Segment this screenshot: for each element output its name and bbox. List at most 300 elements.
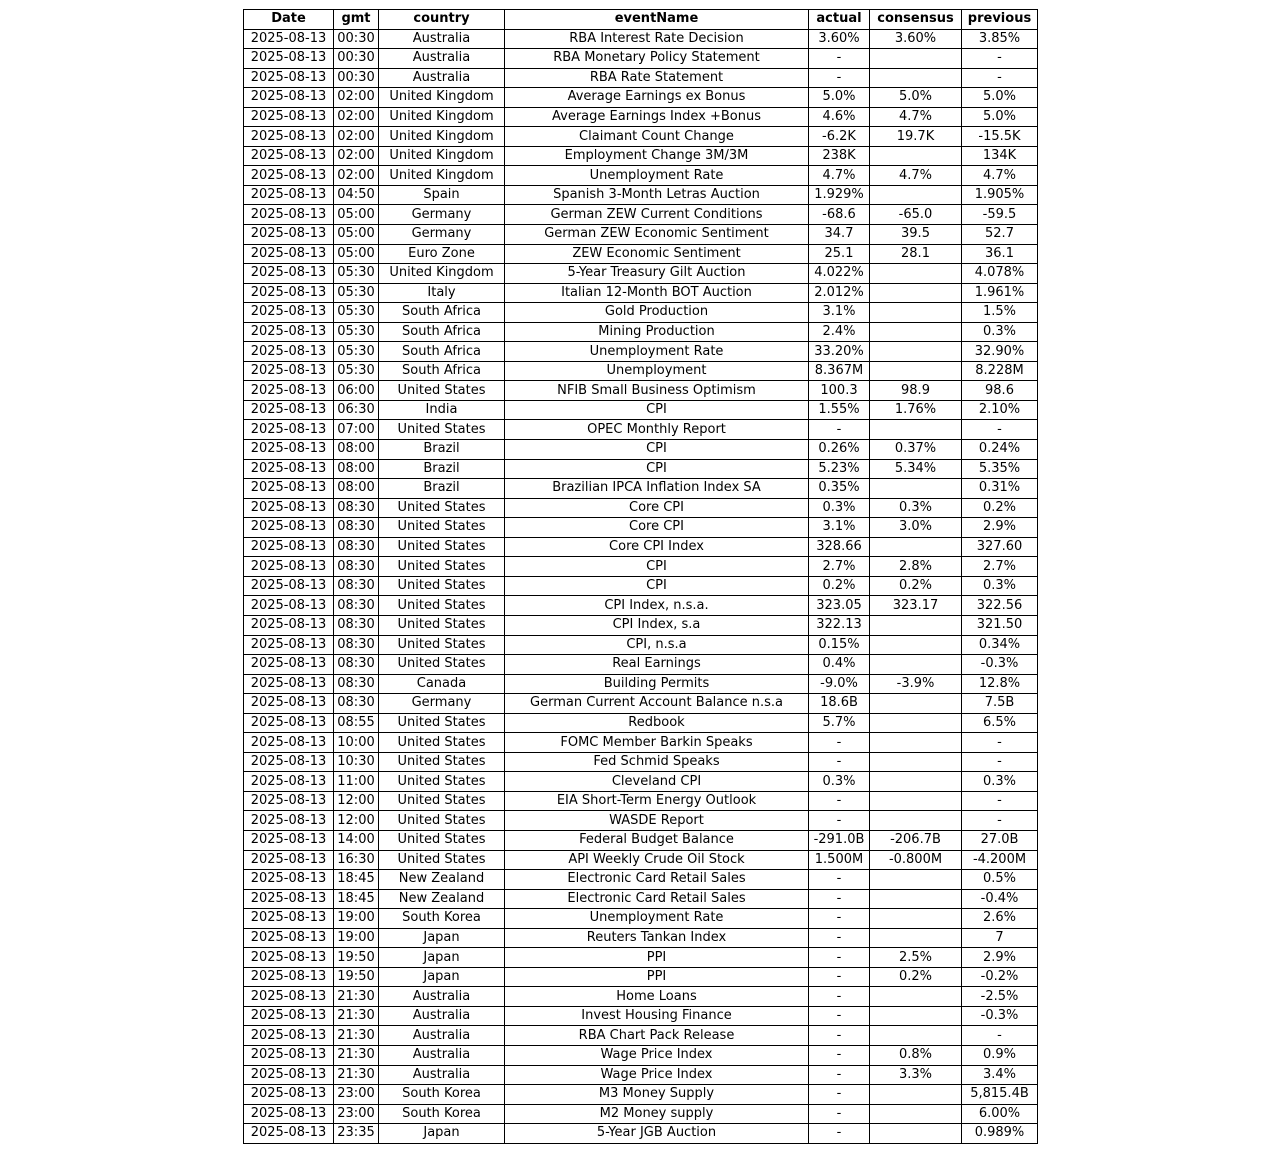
cell-consensus <box>870 1124 962 1144</box>
cell-previous: 0.3% <box>962 772 1038 792</box>
cell-consensus <box>870 264 962 284</box>
cell-consensus: 4.7% <box>870 166 962 186</box>
table-row <box>244 655 1038 675</box>
header-row <box>244 10 1038 30</box>
cell-event-name: Invest Housing Finance <box>505 1006 809 1026</box>
cell-previous: -0.2% <box>962 967 1038 987</box>
cell-previous: 0.5% <box>962 870 1038 890</box>
cell-gmt: 05:00 <box>334 225 379 245</box>
cell-event-name: RBA Interest Rate Decision <box>505 29 809 49</box>
cell-gmt: 16:30 <box>334 850 379 870</box>
cell-actual: - <box>809 1085 870 1105</box>
cell-gmt: 08:30 <box>334 557 379 577</box>
cell-consensus <box>870 772 962 792</box>
cell-previous: 327.60 <box>962 537 1038 557</box>
cell-date: 2025-08-13 <box>244 967 334 987</box>
table-row <box>244 264 1038 284</box>
cell-gmt: 10:00 <box>334 733 379 753</box>
cell-previous: 322.56 <box>962 596 1038 616</box>
table-row <box>244 322 1038 342</box>
cell-consensus: 98.9 <box>870 381 962 401</box>
cell-consensus <box>870 987 962 1007</box>
cell-date: 2025-08-13 <box>244 283 334 303</box>
cell-event-name: Mining Production <box>505 322 809 342</box>
cell-country: New Zealand <box>379 889 505 909</box>
cell-country: Australia <box>379 987 505 1007</box>
cell-event-name: Gold Production <box>505 303 809 323</box>
table-row <box>244 107 1038 127</box>
cell-actual: 5.0% <box>809 88 870 108</box>
economic-calendar-table <box>243 9 1038 1144</box>
cell-gmt: 12:00 <box>334 791 379 811</box>
cell-gmt: 05:00 <box>334 244 379 264</box>
cell-consensus <box>870 870 962 890</box>
cell-date: 2025-08-13 <box>244 576 334 596</box>
cell-date: 2025-08-13 <box>244 557 334 577</box>
table-row <box>244 889 1038 909</box>
cell-consensus <box>870 479 962 499</box>
cell-date: 2025-08-13 <box>244 518 334 538</box>
cell-date: 2025-08-13 <box>244 674 334 694</box>
cell-event-name: Core CPI <box>505 518 809 538</box>
cell-gmt: 08:30 <box>334 635 379 655</box>
cell-country: New Zealand <box>379 870 505 890</box>
cell-date: 2025-08-13 <box>244 1065 334 1085</box>
cell-actual: 3.60% <box>809 29 870 49</box>
cell-gmt: 05:30 <box>334 342 379 362</box>
cell-country: Australia <box>379 49 505 69</box>
cell-previous: 0.2% <box>962 498 1038 518</box>
cell-previous: 2.10% <box>962 400 1038 420</box>
cell-actual: - <box>809 967 870 987</box>
table-row <box>244 400 1038 420</box>
table-row <box>244 303 1038 323</box>
cell-event-name: EIA Short-Term Energy Outlook <box>505 791 809 811</box>
cell-consensus: 3.60% <box>870 29 962 49</box>
cell-event-name: Wage Price Index <box>505 1045 809 1065</box>
column-header-date: Date <box>244 10 334 30</box>
cell-country: United States <box>379 420 505 440</box>
table-row <box>244 733 1038 753</box>
cell-actual: 4.7% <box>809 166 870 186</box>
cell-date: 2025-08-13 <box>244 537 334 557</box>
cell-gmt: 12:00 <box>334 811 379 831</box>
cell-date: 2025-08-13 <box>244 498 334 518</box>
cell-consensus: 28.1 <box>870 244 962 264</box>
cell-country: South Korea <box>379 909 505 929</box>
cell-date: 2025-08-13 <box>244 635 334 655</box>
table-row <box>244 557 1038 577</box>
cell-event-name: PPI <box>505 967 809 987</box>
cell-gmt: 21:30 <box>334 987 379 1007</box>
cell-event-name: CPI <box>505 440 809 460</box>
cell-consensus <box>870 635 962 655</box>
cell-event-name: German Current Account Balance n.s.a <box>505 694 809 714</box>
table-row <box>244 1104 1038 1124</box>
cell-date: 2025-08-13 <box>244 889 334 909</box>
cell-actual: - <box>809 987 870 1007</box>
table-row <box>244 1006 1038 1026</box>
cell-previous: 4.7% <box>962 166 1038 186</box>
cell-previous: 6.5% <box>962 713 1038 733</box>
table-row <box>244 830 1038 850</box>
cell-previous: 98.6 <box>962 381 1038 401</box>
cell-country: Germany <box>379 205 505 225</box>
cell-gmt: 21:30 <box>334 1045 379 1065</box>
cell-previous: - <box>962 68 1038 88</box>
table-row <box>244 361 1038 381</box>
cell-previous: 5.35% <box>962 459 1038 479</box>
cell-previous: 0.9% <box>962 1045 1038 1065</box>
cell-actual: 0.35% <box>809 479 870 499</box>
cell-event-name: Core CPI <box>505 498 809 518</box>
column-header-country: country <box>379 10 505 30</box>
cell-previous: - <box>962 752 1038 772</box>
cell-consensus <box>870 733 962 753</box>
cell-gmt: 19:00 <box>334 909 379 929</box>
cell-country: United Kingdom <box>379 166 505 186</box>
cell-consensus: 0.2% <box>870 967 962 987</box>
cell-previous: 4.078% <box>962 264 1038 284</box>
cell-event-name: PPI <box>505 948 809 968</box>
cell-actual: 0.26% <box>809 440 870 460</box>
cell-event-name: CPI, n.s.a <box>505 635 809 655</box>
cell-date: 2025-08-13 <box>244 127 334 147</box>
cell-consensus <box>870 752 962 772</box>
cell-previous: - <box>962 791 1038 811</box>
cell-event-name: Cleveland CPI <box>505 772 809 792</box>
cell-event-name: Reuters Tankan Index <box>505 928 809 948</box>
cell-event-name: M2 Money supply <box>505 1104 809 1124</box>
table-row <box>244 713 1038 733</box>
cell-consensus <box>870 811 962 831</box>
cell-date: 2025-08-13 <box>244 264 334 284</box>
cell-country: Japan <box>379 948 505 968</box>
table-row <box>244 1085 1038 1105</box>
cell-gmt: 08:30 <box>334 518 379 538</box>
cell-date: 2025-08-13 <box>244 752 334 772</box>
table-row <box>244 342 1038 362</box>
cell-country: South Korea <box>379 1104 505 1124</box>
cell-consensus: 3.3% <box>870 1065 962 1085</box>
cell-consensus <box>870 889 962 909</box>
cell-previous: 1.961% <box>962 283 1038 303</box>
cell-previous: 52.7 <box>962 225 1038 245</box>
cell-country: United States <box>379 811 505 831</box>
cell-previous: -4.200M <box>962 850 1038 870</box>
cell-date: 2025-08-13 <box>244 987 334 1007</box>
cell-country: United States <box>379 576 505 596</box>
cell-consensus <box>870 909 962 929</box>
cell-consensus <box>870 49 962 69</box>
cell-actual: - <box>809 1065 870 1085</box>
cell-previous: 321.50 <box>962 615 1038 635</box>
cell-event-name: RBA Chart Pack Release <box>505 1026 809 1046</box>
cell-previous: 2.6% <box>962 909 1038 929</box>
cell-event-name: WASDE Report <box>505 811 809 831</box>
cell-country: United Kingdom <box>379 146 505 166</box>
column-header-gmt: gmt <box>334 10 379 30</box>
cell-event-name: RBA Monetary Policy Statement <box>505 49 809 69</box>
cell-country: Italy <box>379 283 505 303</box>
cell-consensus: 0.3% <box>870 498 962 518</box>
cell-event-name: CPI <box>505 400 809 420</box>
cell-previous: 0.3% <box>962 322 1038 342</box>
cell-previous: -0.3% <box>962 1006 1038 1026</box>
cell-event-name: M3 Money Supply <box>505 1085 809 1105</box>
cell-consensus: 39.5 <box>870 225 962 245</box>
cell-previous: - <box>962 49 1038 69</box>
cell-date: 2025-08-13 <box>244 322 334 342</box>
cell-event-name: Unemployment Rate <box>505 342 809 362</box>
cell-actual: - <box>809 1104 870 1124</box>
cell-consensus: 2.8% <box>870 557 962 577</box>
cell-consensus <box>870 791 962 811</box>
cell-gmt: 02:00 <box>334 127 379 147</box>
cell-actual: - <box>809 420 870 440</box>
cell-previous: 134K <box>962 146 1038 166</box>
table-row <box>244 537 1038 557</box>
cell-consensus: 0.2% <box>870 576 962 596</box>
table-row <box>244 68 1038 88</box>
cell-gmt: 11:00 <box>334 772 379 792</box>
cell-event-name: Electronic Card Retail Sales <box>505 889 809 909</box>
cell-date: 2025-08-13 <box>244 713 334 733</box>
cell-previous: -0.3% <box>962 655 1038 675</box>
cell-actual: 2.7% <box>809 557 870 577</box>
cell-gmt: 05:30 <box>334 264 379 284</box>
cell-previous: 2.9% <box>962 948 1038 968</box>
cell-actual: 4.6% <box>809 107 870 127</box>
cell-event-name: ZEW Economic Sentiment <box>505 244 809 264</box>
table-row <box>244 146 1038 166</box>
table-body <box>244 29 1038 1143</box>
cell-gmt: 08:30 <box>334 537 379 557</box>
cell-previous: -0.4% <box>962 889 1038 909</box>
cell-consensus: -3.9% <box>870 674 962 694</box>
cell-gmt: 14:00 <box>334 830 379 850</box>
cell-gmt: 23:35 <box>334 1124 379 1144</box>
cell-consensus: 0.37% <box>870 440 962 460</box>
cell-date: 2025-08-13 <box>244 850 334 870</box>
cell-gmt: 05:30 <box>334 361 379 381</box>
cell-date: 2025-08-13 <box>244 870 334 890</box>
cell-country: United States <box>379 830 505 850</box>
cell-actual: 8.367M <box>809 361 870 381</box>
table-row <box>244 909 1038 929</box>
cell-gmt: 23:00 <box>334 1104 379 1124</box>
cell-gmt: 21:30 <box>334 1065 379 1085</box>
cell-consensus <box>870 1085 962 1105</box>
table-row <box>244 1045 1038 1065</box>
cell-consensus: -0.800M <box>870 850 962 870</box>
cell-previous: 1.5% <box>962 303 1038 323</box>
table-row <box>244 674 1038 694</box>
cell-country: South Korea <box>379 1085 505 1105</box>
cell-previous: 0.989% <box>962 1124 1038 1144</box>
cell-gmt: 00:30 <box>334 49 379 69</box>
column-header-actual: actual <box>809 10 870 30</box>
cell-gmt: 07:00 <box>334 420 379 440</box>
cell-gmt: 08:30 <box>334 576 379 596</box>
cell-date: 2025-08-13 <box>244 772 334 792</box>
table-row <box>244 694 1038 714</box>
table-row <box>244 615 1038 635</box>
table-row <box>244 967 1038 987</box>
cell-consensus <box>870 303 962 323</box>
cell-event-name: 5-Year Treasury Gilt Auction <box>505 264 809 284</box>
table-row <box>244 225 1038 245</box>
cell-gmt: 19:00 <box>334 928 379 948</box>
cell-consensus: -65.0 <box>870 205 962 225</box>
cell-gmt: 08:55 <box>334 713 379 733</box>
cell-date: 2025-08-13 <box>244 29 334 49</box>
table-row <box>244 928 1038 948</box>
cell-date: 2025-08-13 <box>244 166 334 186</box>
cell-actual: 323.05 <box>809 596 870 616</box>
cell-event-name: Electronic Card Retail Sales <box>505 870 809 890</box>
cell-event-name: German ZEW Economic Sentiment <box>505 225 809 245</box>
cell-gmt: 08:00 <box>334 459 379 479</box>
cell-gmt: 21:30 <box>334 1006 379 1026</box>
cell-previous: 12.8% <box>962 674 1038 694</box>
cell-gmt: 02:00 <box>334 88 379 108</box>
cell-country: United States <box>379 655 505 675</box>
cell-actual: 322.13 <box>809 615 870 635</box>
cell-date: 2025-08-13 <box>244 68 334 88</box>
cell-actual: - <box>809 889 870 909</box>
cell-gmt: 02:00 <box>334 107 379 127</box>
cell-country: Brazil <box>379 479 505 499</box>
table-row <box>244 420 1038 440</box>
cell-previous: 6.00% <box>962 1104 1038 1124</box>
cell-event-name: 5-Year JGB Auction <box>505 1124 809 1144</box>
cell-country: Japan <box>379 1124 505 1144</box>
cell-country: Australia <box>379 29 505 49</box>
cell-actual: 1.500M <box>809 850 870 870</box>
cell-gmt: 08:00 <box>334 440 379 460</box>
cell-event-name: NFIB Small Business Optimism <box>505 381 809 401</box>
cell-event-name: CPI <box>505 576 809 596</box>
cell-date: 2025-08-13 <box>244 440 334 460</box>
table-row <box>244 49 1038 69</box>
cell-event-name: Federal Budget Balance <box>505 830 809 850</box>
cell-consensus <box>870 361 962 381</box>
cell-actual: - <box>809 733 870 753</box>
cell-actual: - <box>809 928 870 948</box>
table-row <box>244 596 1038 616</box>
table-header <box>244 10 1038 30</box>
cell-gmt: 21:30 <box>334 1026 379 1046</box>
cell-date: 2025-08-13 <box>244 303 334 323</box>
cell-actual: - <box>809 49 870 69</box>
cell-actual: - <box>809 791 870 811</box>
table-row <box>244 283 1038 303</box>
cell-consensus: 4.7% <box>870 107 962 127</box>
cell-gmt: 08:00 <box>334 479 379 499</box>
cell-country: United States <box>379 752 505 772</box>
cell-gmt: 08:30 <box>334 615 379 635</box>
cell-event-name: Fed Schmid Speaks <box>505 752 809 772</box>
cell-actual: - <box>809 870 870 890</box>
cell-event-name: OPEC Monthly Report <box>505 420 809 440</box>
cell-previous: 36.1 <box>962 244 1038 264</box>
cell-event-name: FOMC Member Barkin Speaks <box>505 733 809 753</box>
table-row <box>244 381 1038 401</box>
cell-consensus: 2.5% <box>870 948 962 968</box>
cell-gmt: 05:00 <box>334 205 379 225</box>
cell-previous: 1.905% <box>962 185 1038 205</box>
cell-event-name: Wage Price Index <box>505 1065 809 1085</box>
cell-date: 2025-08-13 <box>244 88 334 108</box>
cell-date: 2025-08-13 <box>244 655 334 675</box>
cell-date: 2025-08-13 <box>244 791 334 811</box>
cell-event-name: Brazilian IPCA Inflation Index SA <box>505 479 809 499</box>
cell-date: 2025-08-13 <box>244 225 334 245</box>
cell-event-name: Unemployment <box>505 361 809 381</box>
cell-date: 2025-08-13 <box>244 107 334 127</box>
cell-gmt: 08:30 <box>334 674 379 694</box>
column-header-previous: previous <box>962 10 1038 30</box>
cell-actual: -68.6 <box>809 205 870 225</box>
table-row <box>244 166 1038 186</box>
cell-consensus <box>870 713 962 733</box>
cell-event-name: CPI Index, n.s.a. <box>505 596 809 616</box>
cell-gmt: 08:30 <box>334 498 379 518</box>
cell-actual: 238K <box>809 146 870 166</box>
cell-event-name: RBA Rate Statement <box>505 68 809 88</box>
cell-consensus <box>870 655 962 675</box>
cell-consensus: 0.8% <box>870 1045 962 1065</box>
cell-gmt: 18:45 <box>334 870 379 890</box>
cell-country: Australia <box>379 1065 505 1085</box>
cell-date: 2025-08-13 <box>244 49 334 69</box>
cell-previous: 2.9% <box>962 518 1038 538</box>
cell-consensus <box>870 322 962 342</box>
cell-actual: 4.022% <box>809 264 870 284</box>
cell-consensus <box>870 283 962 303</box>
cell-date: 2025-08-13 <box>244 420 334 440</box>
cell-previous: -2.5% <box>962 987 1038 1007</box>
cell-consensus: 19.7K <box>870 127 962 147</box>
cell-date: 2025-08-13 <box>244 1104 334 1124</box>
cell-event-name: API Weekly Crude Oil Stock <box>505 850 809 870</box>
cell-event-name: Redbook <box>505 713 809 733</box>
cell-country: United States <box>379 772 505 792</box>
cell-consensus: 1.76% <box>870 400 962 420</box>
cell-event-name: Average Earnings Index +Bonus <box>505 107 809 127</box>
table-row <box>244 987 1038 1007</box>
cell-previous: 8.228M <box>962 361 1038 381</box>
cell-gmt: 05:30 <box>334 322 379 342</box>
cell-date: 2025-08-13 <box>244 185 334 205</box>
cell-consensus: 5.0% <box>870 88 962 108</box>
cell-actual: - <box>809 948 870 968</box>
cell-gmt: 06:00 <box>334 381 379 401</box>
table-row <box>244 772 1038 792</box>
cell-actual: - <box>809 1045 870 1065</box>
cell-country: United Kingdom <box>379 107 505 127</box>
cell-previous: 32.90% <box>962 342 1038 362</box>
cell-country: United States <box>379 498 505 518</box>
cell-event-name: Claimant Count Change <box>505 127 809 147</box>
cell-actual: - <box>809 1124 870 1144</box>
cell-gmt: 06:30 <box>334 400 379 420</box>
cell-actual: -9.0% <box>809 674 870 694</box>
cell-previous: -15.5K <box>962 127 1038 147</box>
cell-actual: - <box>809 752 870 772</box>
cell-consensus <box>870 615 962 635</box>
